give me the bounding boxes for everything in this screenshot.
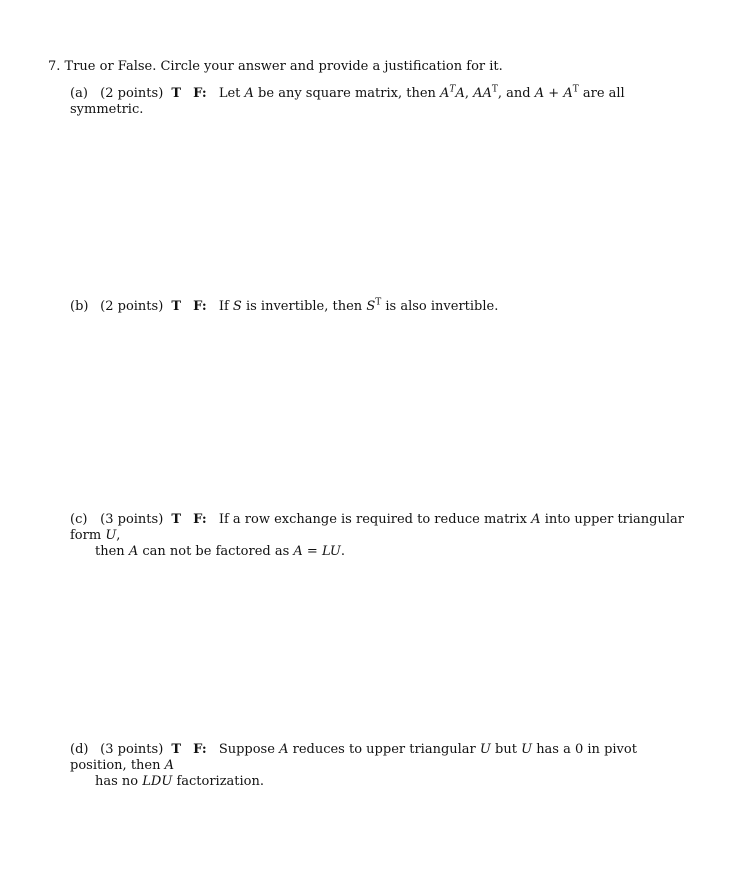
part-a-statement: Let A be any square matrix, then $A^TA$, $AA^T$, and $A + A^T$ are all symmetric. [70,84,625,117]
part-c-true-option[interactable]: T [171,512,182,527]
part-b-label: (b) [70,299,89,314]
question-7-header [48,59,503,74]
part-c-line-1 [70,512,690,544]
part-b-false-option[interactable]: F: [193,299,207,314]
part-a-false-option[interactable]: F: [193,86,207,101]
part-b-points: (2 points) [100,299,164,314]
part-c-label: (c) [70,512,88,527]
part-c-points: (3 points) [100,512,164,527]
part-c-statement: If a row exchange is required to reduce matrix A into upper triangular form U, [70,512,684,543]
part-a-true-option[interactable]: T [171,86,182,101]
part-a [70,86,690,118]
part-c-line-2: then A can not be factored as A = LU. [95,544,345,559]
part-d-label: (d) [70,742,89,757]
part-c-false-option[interactable]: F: [193,512,207,527]
part-d [70,742,690,790]
question-number: 7. [48,59,61,74]
part-a-points: (2 points) [100,86,164,101]
part-a-label: (a) [70,86,88,101]
question-instruction: True or False. Circle your answer and provide a justification for it. [64,59,503,74]
part-d-line-2: has no LDU factorization. [95,774,265,789]
part-b-true-option[interactable]: T [171,299,182,314]
part-d-points: (3 points) [100,742,164,757]
part-d-line-1 [70,742,690,774]
part-b [70,299,690,315]
part-d-statement: Suppose A reduces to upper triangular U but U has a 0 in pivot position, then A [70,742,637,773]
part-d-true-option[interactable]: T [171,742,182,757]
part-b-statement: If S is invertible, then $S^T$ is also invertible. [218,297,499,314]
part-c [70,512,690,560]
part-d-false-option[interactable]: F: [193,742,207,757]
